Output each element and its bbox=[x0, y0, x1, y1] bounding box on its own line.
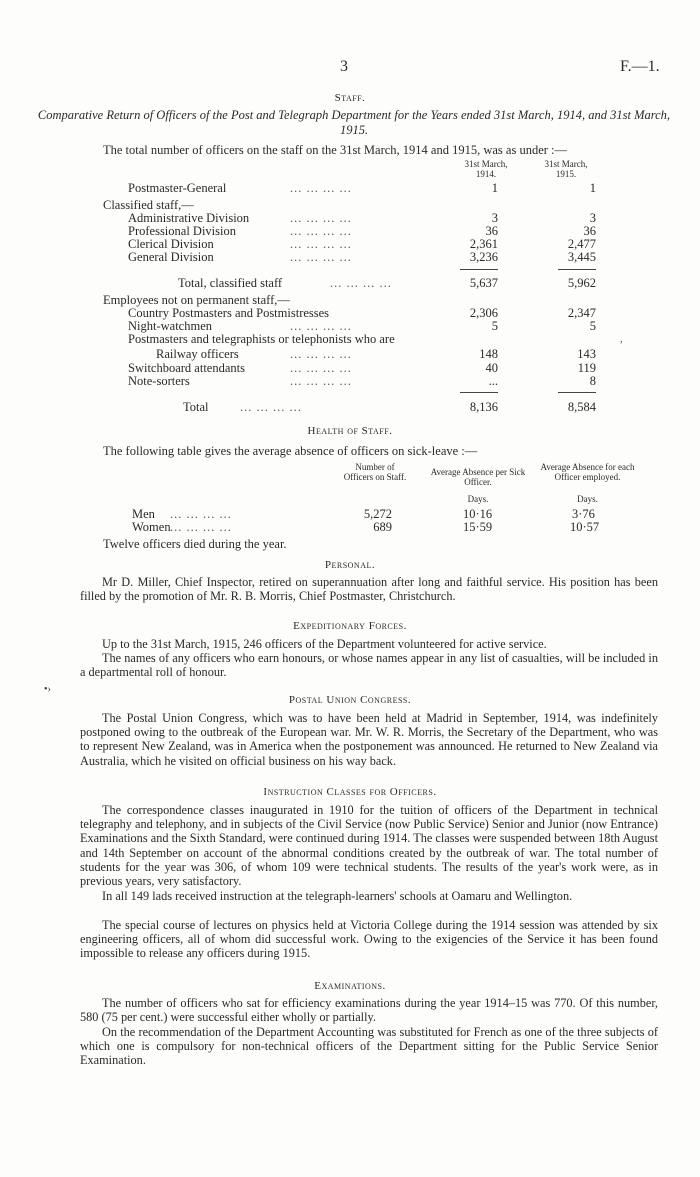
row-leader: ... ... ... ... bbox=[290, 224, 352, 238]
value-1915-total: 8,584 bbox=[567, 400, 596, 414]
total-rule-1914 bbox=[460, 392, 498, 393]
value-1915-administrative: 3 bbox=[589, 211, 596, 225]
document-reference: F.—1. bbox=[620, 58, 660, 75]
personal-heading: Personal. bbox=[324, 559, 376, 571]
staff-subtitle: Comparative Return of Officers of the Post and Telegraph Department for the Years ended 31st March, 1914, and 31st March, 1915. bbox=[37, 108, 671, 137]
row-label-total-classified: Total, classified staff bbox=[178, 276, 283, 290]
value-1914-night-watchmen: 5 bbox=[491, 319, 498, 333]
page-number: 3 bbox=[340, 58, 348, 75]
staff-intro: The total number of officers on the staff on the 31st March, 1914 and 1915, was as under :— bbox=[103, 143, 568, 157]
days-label-each: Days. bbox=[577, 494, 598, 504]
row-leader: ... ... ... ... bbox=[290, 237, 352, 251]
value-men-per-each: 3·76 bbox=[572, 507, 595, 521]
instruction-text-2: In all 149 lads received instruction at the telegraph-learners' schools at Oamaru and Wellington. bbox=[102, 889, 573, 903]
row-leader: ... ... ... ... bbox=[290, 347, 352, 361]
value-1915-total-classified: 5,962 bbox=[567, 276, 596, 290]
days-label-sick: Days. bbox=[467, 494, 489, 504]
value-1914-country-postmasters: 2,306 bbox=[469, 306, 498, 320]
value-1914-railway-officers: 148 bbox=[479, 347, 498, 361]
row-label-total: Total bbox=[183, 400, 209, 414]
examinations-text-2: On the recommendation of the Department Accounting was substituted for French as one of the three subjects of which one is compulsory for non-technical officers of the Department sitting for the Public Service Senior Examination. bbox=[80, 1025, 658, 1068]
column-header-avg-sick: Average Absence per Sick Officer. bbox=[430, 467, 526, 487]
value-women-number: 689 bbox=[373, 520, 392, 534]
health-intro: The following table gives the average absence of officers on sick-leave :— bbox=[103, 444, 478, 458]
value-1915-railway-officers: 143 bbox=[577, 347, 596, 361]
value-1914-general: 3,236 bbox=[469, 250, 498, 264]
classified-staff-heading: Classified staff,— bbox=[103, 198, 194, 212]
row-leader: ... ... ... ... bbox=[170, 520, 232, 534]
value-1914-switchboard: 40 bbox=[485, 361, 498, 375]
value-1914-note-sorters: ... bbox=[488, 374, 498, 388]
row-leader: ... ... ... ... bbox=[290, 250, 352, 264]
row-leader: ... ... ... ... bbox=[290, 181, 352, 195]
row-label-men: Men bbox=[132, 507, 155, 521]
row-label-country-postmasters: Country Postmasters and Postmistresses bbox=[128, 306, 330, 320]
value-women-per-each: 10·57 bbox=[570, 520, 600, 534]
health-heading: Health of Staff. bbox=[307, 425, 393, 437]
instruction-heading: Instruction Classes for Officers. bbox=[263, 786, 437, 798]
value-1915-postmaster-general: 1 bbox=[589, 181, 596, 195]
value-1915-general: 3,445 bbox=[567, 250, 596, 264]
instruction-text-3: The special course of lectures on physics held at Victoria College during the 1914 session was attended by six engineering officers, all of whom did successful work. Owing to the exigencies of the Service it has been found impossible to release any officers during 1915. bbox=[80, 918, 658, 961]
row-leader: ... ... ... ... bbox=[290, 319, 352, 333]
row-label-night-watchmen: Night-watchmen bbox=[128, 319, 213, 333]
postal-union-heading: Postal Union Congress. bbox=[288, 694, 412, 706]
value-1915-country-postmasters: 2,347 bbox=[567, 306, 596, 320]
row-label-professional: Professional Division bbox=[128, 224, 236, 238]
row-label-general: General Division bbox=[128, 250, 214, 264]
value-1914-clerical: 2,361 bbox=[469, 237, 498, 251]
subtotal-rule-1915 bbox=[558, 269, 596, 270]
row-label-administrative: Administrative Division bbox=[128, 211, 250, 225]
value-1915-night-watchmen: 5 bbox=[589, 319, 596, 333]
expeditionary-text-2: The names of any officers who earn honours, or whose names appear in any list of casualties, will be included in a departmental roll of honour. bbox=[80, 651, 658, 680]
column-header-avg-each: Average Absence for each Officer employed. bbox=[540, 462, 635, 482]
instruction-text-1: The correspondence classes inaugurated in 1910 for the tuition of officers of the Department in technical telegraphy and telephony, and in subjects of the Civil Service (now Public Service) Senior and Junior (now Entrance) Examinations and the Sixth Standard, were continued during 1914. The classes were suspended between 18th August and 14th September on account of the abnormal conditions created by the outbreak of war. The total number of students for the year was 306, of whom 109 were technical students. The results of the year's work were, as in previous years, very satisfactory. bbox=[80, 803, 658, 889]
expeditionary-heading: Expeditionary Forces. bbox=[293, 620, 407, 632]
value-1914-administrative: 3 bbox=[491, 211, 498, 225]
row-label-clerical: Clerical Division bbox=[128, 237, 214, 251]
postal-union-text: The Postal Union Congress, which was to have been held at Madrid in September, 1914, was indefinitely postponed owing to the outbreak of the European war. Mr. W. R. Morris, the Secretary of the Department, who was to represent New Zealand, was in America when the postponement was announced. He returned to New Zealand via Australia, which he visited on official business on his way back. bbox=[80, 711, 658, 768]
value-1915-professional: 36 bbox=[583, 224, 596, 238]
value-women-per-sick: 15·59 bbox=[463, 520, 493, 534]
row-leader: ... ... ... ... bbox=[290, 361, 352, 375]
column-header-1915: 31st March, 1915. bbox=[544, 159, 588, 179]
value-1914-postmaster-general: 1 bbox=[491, 181, 498, 195]
employees-heading: Employees not on permanent staff,— bbox=[103, 293, 290, 307]
row-leader: ... ... ... ... bbox=[290, 374, 352, 388]
staff-heading: Staff. bbox=[334, 92, 366, 104]
value-1915-note-sorters: 8 bbox=[589, 374, 596, 388]
value-men-per-sick: 10·16 bbox=[463, 507, 493, 521]
deaths-note: Twelve officers died during the year. bbox=[103, 537, 287, 551]
row-label-railway-line1: Postmasters and telegraphists or telephonists who are bbox=[128, 332, 395, 346]
value-1915-switchboard: 119 bbox=[577, 361, 596, 375]
column-header-1914: 31st March, 1914. bbox=[464, 159, 508, 179]
row-label-women: Women bbox=[132, 520, 171, 534]
column-header-number-officers: Number of Officers on Staff. bbox=[343, 462, 407, 482]
row-leader: ... ... ... ... bbox=[170, 507, 232, 521]
value-1914-professional: 36 bbox=[485, 224, 498, 238]
expeditionary-text-1: Up to the 31st March, 1915, 246 officers of the Department volunteered for active service. bbox=[102, 637, 547, 651]
value-men-number: 5,272 bbox=[363, 507, 392, 521]
row-leader: ... ... ... ... bbox=[290, 211, 352, 225]
examinations-text-1: The number of officers who sat for efficiency examinations during the year 1914–15 was 770. Of this number, 580 (75 per cent.) were successful either wholly or partially. bbox=[80, 996, 658, 1025]
value-1915-clerical: 2,477 bbox=[567, 237, 596, 251]
row-label-postmaster-general: Postmaster-General bbox=[128, 181, 227, 195]
row-label-switchboard: Switchboard attendants bbox=[128, 361, 245, 375]
total-rule-1915 bbox=[558, 392, 596, 393]
personal-text: Mr D. Miller, Chief Inspector, retired on superannuation after long and faithful service. His position has been filled by the promotion of Mr. R. B. Morris, Chief Postmaster, Christchurch. bbox=[80, 575, 658, 604]
row-label-railway-officers: Railway officers bbox=[156, 347, 239, 361]
document-page: 3 F.—1. Staff. Comparative Return of Officers of the Post and Telegraph Department for the Years ended 31st March, 1914, and 31st March, 1915. The total number of officers on the staff on the 31st March, 1914 and 1915, was as under :— 31st March, 1914. 31st March, 1915. Postmaster-General ... ... ... ... 1 1 Classified staff,— Administrative Division ... ... ... ... 3 3 Professional Division ... ... ... ... 36 36 Clerical Division ... ... ... ... 2,361 2,477 General Division ... ... ... ... 3,236 3,445 Total, classified staff ... ... ... ... 5,637 5,962 Employees not on permanent staff,— Country Postmasters and Postmistresses 2,306 2,347 Night-watchmen ... ... ... ... 5 5 Postmasters and telegraphists or telephonists who are , Railway officers ... ... ... ... 148 143 Switchboard attendants ... ... ... ... 40 119 Note-sorters ... ... ... ... ... 8 Total ... ... ... ... 8,136 8,584 Health of Staff. The following table gives the average absence of officers on sick-leave :— Number of Officers on Staff. Average Absence per Sick Officer. Average Absence for each Officer employed. Days. Days. Men ... ... ... ... 5,272 10·16 3·76 Women ... ... ... ... 689 15·59 10·57 Twelve officers died during the year. Personal. Mr D. Miller, Chief Inspector, retired on superannuation after long and faithful service. His position has been filled by the promotion of Mr. R. B. Morris, Chief Postmaster, Christchurch. Expeditionary Forces. Up to the 31st March, 1915, 246 officers of the Department volunteered for active service. The names of any officers who earn honours, or whose names appear in any list of casualties, will be included in a departmental roll of honour. •› Postal Union Congress. The Postal Union Congress, which was to have been held at Madrid in September, 1914, was indefinitely postponed owing to the outbreak of the European war. Mr. W. R. Morris, the Secretary of the Department, who was to represent New Zealand, was in America when the postponement was announced. He returned to New Zealand via Australia, which he visited on official business on his way back. Instruction Classes for Officers. The correspondence classes inaugurated in 1910 for the tuition of officers of the Department in technical telegraphy and telephony, and in subjects of the Civil Service (now Public Service) Senior and Junior (now Entrance) Examinations and the Sixth Standard, were continued during 1914. The classes were suspended between 18th August and 14th September on account of the abnormal conditions created by the outbreak of war. The total number of students for the year was 306, of whom 109 were technical students. The results of the year's work were, as in previous years, very satisfactory. In all 149 lads received instruction at the telegraph-learners' schools at Oamaru and Wellington. The special course of lectures on physics held at Victoria College during the 1914 session was attended by six engineering officers, all of whom did successful work. Owing to the exigencies of the Service it has been found impossible to release any officers during 1915. Examinations. The number of officers who sat for efficiency examinations during the year 1914–15 was 770. Of this number, 580 (75 per cent.) were successful either wholly or partially. On the recommendation of the Department Accounting was substituted for French as one of the three subjects of which one is compulsory for non-technical officers of the Department sitting for the Public Service Senior Examination. bbox=[0, 0, 700, 1177]
subtotal-rule-1914 bbox=[460, 269, 498, 270]
value-1914-total: 8,136 bbox=[469, 400, 498, 414]
row-leader: ... ... ... ... bbox=[240, 400, 302, 414]
value-1914-total-classified: 5,637 bbox=[469, 276, 498, 290]
row-label-note-sorters: Note-sorters bbox=[128, 374, 190, 388]
examinations-heading: Examinations. bbox=[314, 980, 386, 992]
row-leader: ... ... ... ... bbox=[330, 276, 392, 290]
